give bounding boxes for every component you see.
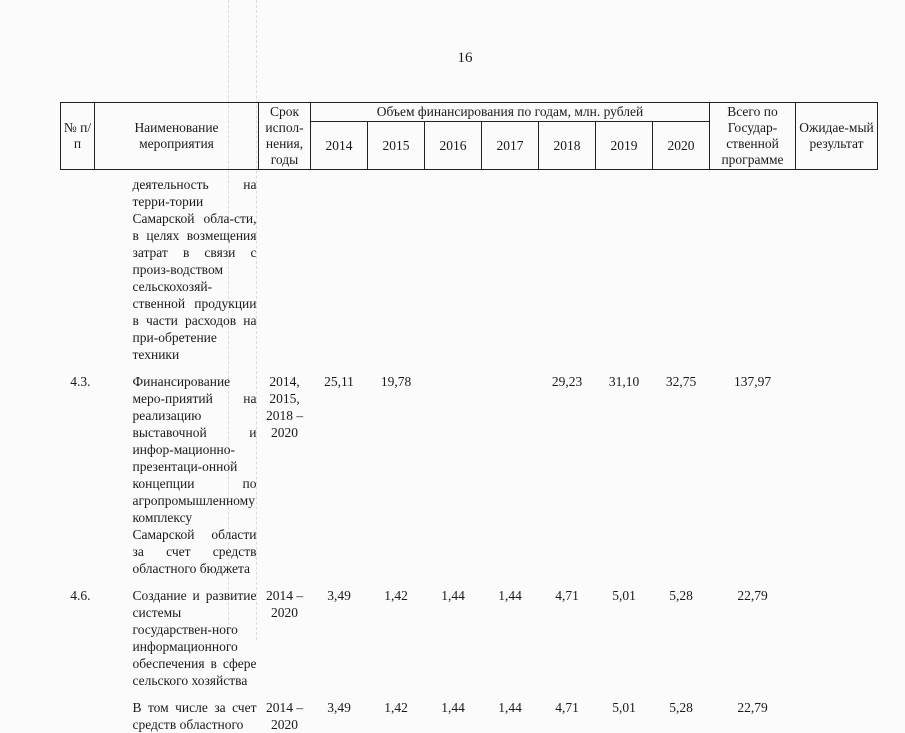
row-value: 4,71	[555, 588, 579, 603]
row-value: 1,44	[441, 700, 465, 715]
table-row	[61, 363, 878, 577]
row-name-text: В том числе за счет средств областного	[132, 700, 257, 732]
row-total: 137,97	[733, 374, 772, 389]
row-term	[259, 170, 311, 364]
header-name: Наименование мероприятия	[95, 103, 259, 170]
header-year: 2016	[425, 122, 482, 170]
row-value: 5,01	[612, 700, 636, 715]
row-value: 5,01	[612, 588, 636, 603]
row-value: 1,44	[498, 588, 522, 603]
row-result	[796, 689, 878, 733]
row-value: 1,42	[384, 700, 408, 715]
row-name-text: деятельность на терри-тории Самарской обла-сти, в целях возмещения затрат в связи с произ-водством сельскохозяй-ственной продукции в части расходов на при-обретение техники	[132, 177, 257, 362]
row-name-text: Создание и развитие системы государствен-ного информационного обеспечения в сфере сельского хозяйства	[132, 588, 257, 688]
header-num: № п/п	[61, 103, 95, 170]
header-year: 2018	[539, 122, 596, 170]
row-value: 4,71	[555, 700, 579, 715]
row-term: 2014, 2015, 2018 – 2020	[265, 374, 304, 440]
header-year: 2015	[368, 122, 425, 170]
header-financing: Объем финансирования по годам, млн. рублей	[311, 103, 710, 122]
row-value: 1,42	[384, 588, 408, 603]
header-total: Всего по Государ-ственной программе	[710, 103, 796, 170]
row-result	[796, 170, 878, 364]
row-value	[539, 170, 596, 364]
header-year: 2014	[311, 122, 368, 170]
table-row	[61, 689, 878, 733]
header-row-top	[61, 103, 878, 122]
row-num: 4.6.	[70, 588, 91, 603]
row-value	[425, 170, 482, 364]
row-value: 31,10	[608, 374, 640, 389]
row-result	[796, 363, 878, 577]
row-result	[796, 577, 878, 689]
row-value: 1,44	[498, 700, 522, 715]
row-value	[482, 170, 539, 364]
row-value	[311, 170, 368, 364]
table-row	[61, 577, 878, 689]
financing-table	[60, 102, 878, 733]
row-value: 3,49	[327, 700, 351, 715]
row-name-text: Финансирование меро-приятий на реализацию выставочной и инфор-мационно-презентаци-онной концепции по агропромышленному комплексу Самарской области за счет средств областного бюджета	[132, 374, 257, 576]
row-value: 25,11	[324, 374, 354, 389]
page-number: 16	[457, 50, 473, 66]
row-name	[95, 170, 259, 364]
row-value: 29,23	[551, 374, 583, 389]
row-value: 5,28	[669, 588, 693, 603]
row-value: 32,75	[665, 374, 697, 389]
row-value	[596, 170, 653, 364]
row-num: 4.3.	[70, 374, 91, 389]
table-row	[61, 170, 878, 364]
row-value	[425, 363, 482, 577]
row-name	[95, 363, 259, 577]
row-total: 22,79	[737, 588, 768, 603]
header-term: Срок испол-нения, годы	[259, 103, 311, 170]
row-value: 1,44	[441, 588, 465, 603]
header-year: 2017	[482, 122, 539, 170]
row-num	[61, 170, 95, 364]
row-value: 19,78	[380, 374, 412, 389]
row-value: 3,49	[327, 588, 351, 603]
row-num	[61, 689, 95, 733]
row-term: 2014 – 2020	[265, 700, 304, 732]
row-name	[95, 689, 259, 733]
header-result: Ожидае-мый результат	[796, 103, 878, 170]
header-year: 2020	[653, 122, 710, 170]
row-total: 22,79	[737, 700, 768, 715]
row-term: 2014 – 2020	[265, 588, 304, 620]
row-value: 5,28	[669, 700, 693, 715]
header-year: 2019	[596, 122, 653, 170]
row-value	[368, 170, 425, 364]
row-name	[95, 577, 259, 689]
row-value	[482, 363, 539, 577]
row-value	[653, 170, 710, 364]
row-total	[710, 170, 796, 364]
